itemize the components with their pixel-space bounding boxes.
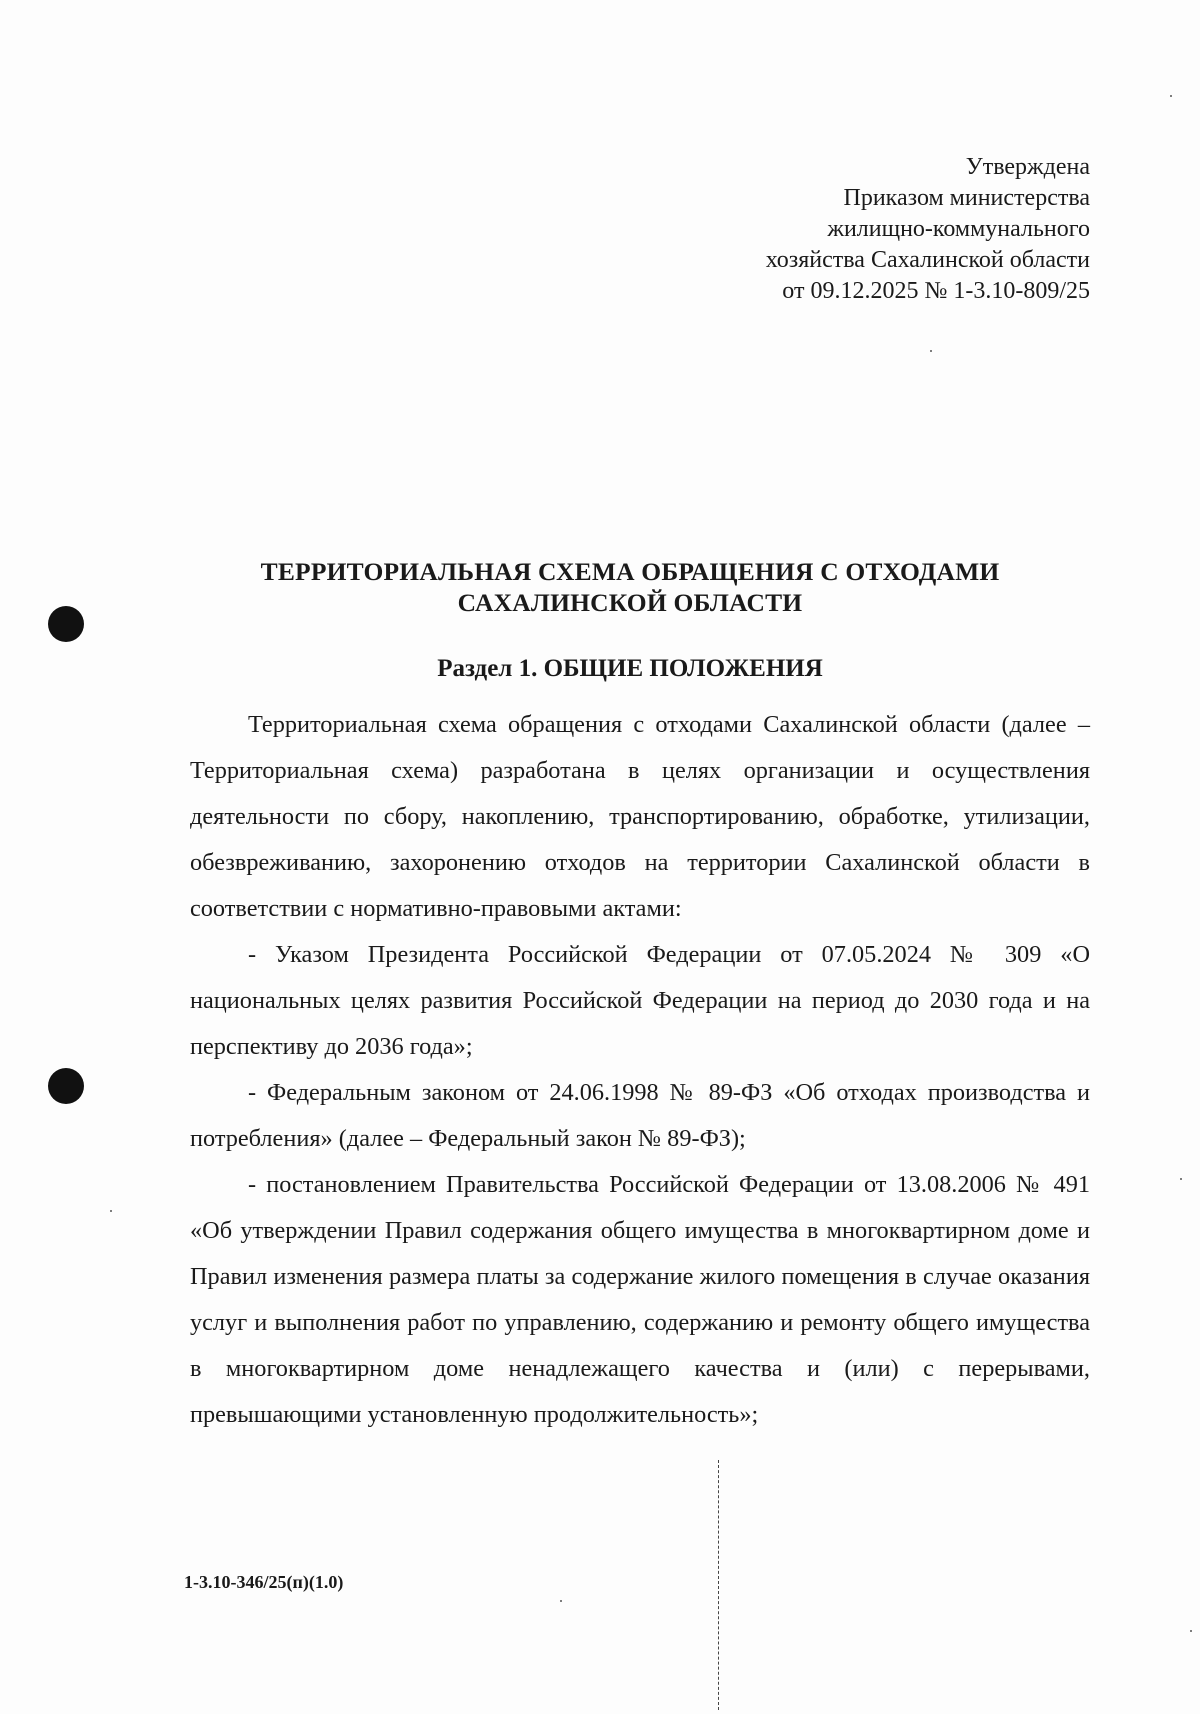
paragraph: - постановлением Правительства Российской Федерации от 13.08.2006 № 491 «Об утверждении Правил содержания общего имущества в многоквартирном доме и Правил изменения размера платы за содержание жилого помещения в случае оказания услуг и выполнения работ по управлению, содержанию и ремонту общего имущества в многоквартирном доме ненадлежащего качества и (или) с перерывами, превышающими установленную продолжительность»; (190, 1171, 1090, 1428)
approval-line: Приказом министерства (843, 185, 1090, 211)
scan-speck (1180, 1178, 1182, 1180)
approval-line: Утверждена (965, 154, 1090, 180)
section-heading: Раздел 1. ОБЩИЕ ПОЛОЖЕНИЯ (437, 655, 823, 682)
document-code: 1-3.10-346/25(п)(1.0) (184, 1572, 344, 1592)
paragraph: - Федеральным законом от 24.06.1998 № 89-ФЗ «Об отходах производства и потребления» (далее – Федеральный закон № 89-ФЗ); (190, 1079, 1090, 1152)
approval-line: от 09.12.2025 № 1-3.10-809/25 (782, 278, 1090, 304)
body-text (190, 702, 1090, 1438)
scan-speck (930, 350, 932, 352)
paragraph: Территориальная схема обращения с отходами Сахалинской области (далее – Территориальная схема) разработана в целях организации и осуществления деятельности по сбору, накоплению, транспортированию, обработке, утилизации, обезвреживанию, захоронению отходов на территории Сахалинской области в соответствии с нормативно-правовыми актами: (190, 711, 1090, 922)
paragraph: - Указом Президента Российской Федерации от 07.05.2024 № 309 «О национальных целях развития Российской Федерации на период до 2030 года и на перспективу до 2036 года»; (190, 941, 1090, 1060)
approval-line: жилищно-коммунального (827, 216, 1090, 242)
punch-hole-top (48, 606, 84, 642)
approval-block (570, 152, 1090, 307)
punch-hole-bottom (48, 1068, 84, 1104)
scan-speck (110, 1210, 112, 1212)
scan-speck (1190, 1630, 1192, 1632)
document-title (170, 556, 1090, 618)
title-line-1: ТЕРРИТОРИАЛЬНАЯ СХЕМА ОБРАЩЕНИЯ С ОТХОДАМИ (260, 557, 1000, 586)
scan-fold-line (718, 1460, 719, 1710)
scan-speck (1170, 95, 1172, 97)
approval-line: хозяйства Сахалинской области (765, 247, 1090, 273)
title-line-2: САХАЛИНСКОЙ ОБЛАСТИ (457, 588, 803, 617)
scan-speck (560, 1600, 562, 1602)
